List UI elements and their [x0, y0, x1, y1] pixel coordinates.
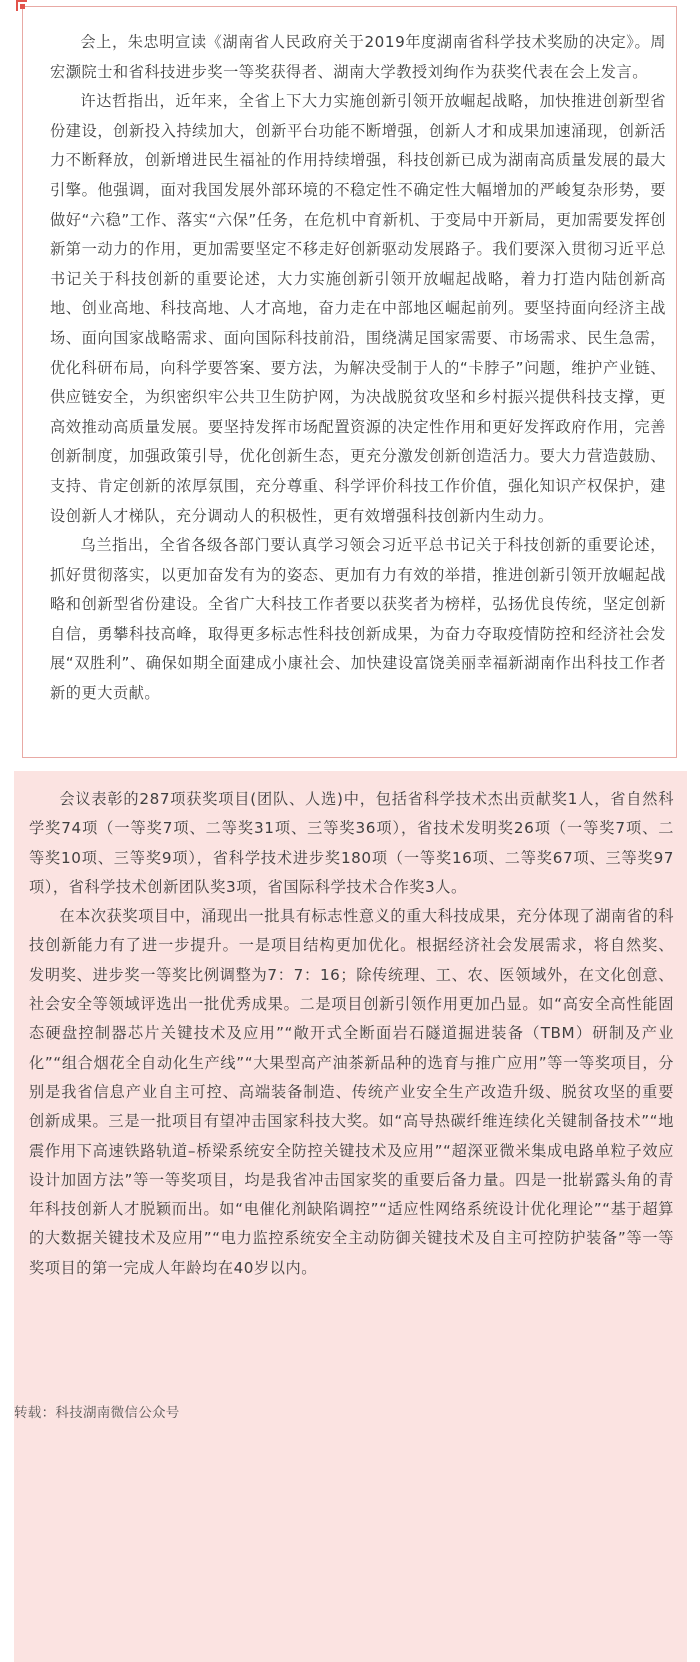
source-credit: 转载：科技湖南微信公众号	[14, 1405, 180, 1421]
quote-paragraph: 乌兰指出，全省各级各部门要认真学习领会习近平总书记关于科技创新的重要论述，抓好贯彻落实，以更加奋发有为的姿态、更加有力有效的举措，推进创新引领开放崛起战略和创新型省份建设。全省广大科技工作者要以获奖者为榜样，弘扬优良传统，坚定创新自信，勇攀科技高峰，取得更多标志性科技创新成果，为奋力夺取疫情防控和经济社会发展“双胜利”、确保如期全面建成小康社会、加快建设富饶美丽幸福新湖南作出科技工作者新的更大贡献。	[50, 536, 666, 703]
quote-paragraph: 许达哲指出，近年来，全省上下大力实施创新引领开放崛起战略，加快推进创新型省份建设，创新投入持续加大，创新平台功能不断增强，创新人才和成果加速涌现，创新活力不断释放，创新增进民生福祉的作用持续增强，科技创新已成为湖南高质量发展的最大引擎。他强调，面对我国发展外部环境的不稳定性不确定性大幅增加的严峻复杂形势，要做好“六稳”工作、落实“六保”任务，在危机中育新机、于变局中开新局，更加需要发挥创新第一动力的作用，更加需要坚定不移走好创新驱动发展路子。我们要深入贯彻习近平总书记关于科技创新的重要论述，大力实施创新引领开放崛起战略，着力打造内陆创新高地、创业高地、科技高地、人才高地，奋力走在中部地区崛起前列。要坚持面向经济主战场、面向国家战略需求、面向国际科技前沿，围绕满足国家需要、市场需求、民生急需，优化科研布局，向科学要答案、要方法，为解决受制于人的“卡脖子”问题，维护产业链、供应链安全，为织密织牢公共卫生防护网，为决战脱贫攻坚和乡村振兴提供科技支撑，更高效推动高质量发展。要坚持发挥市场配置资源的决定性作用和更好发挥政府作用，完善创新制度，加强政策引导，优化创新生态，更充分激发创新创造活力。要大力营造鼓励、支持、肯定创新的浓厚氛围，充分尊重、科学评价科技工作价值，强化知识产权保护，建设创新人才梯队，充分调动人的积极性，更有效增强科技创新内生动力。	[50, 92, 666, 525]
highlight-paragraph: 会议表彰的287项获奖项目(团队、人选)中，包括省科学技术杰出贡献奖1人，省自然科学奖74项（一等奖7项、二等奖31项、三等奖36项），省技术发明奖26项（一等奖7项、二等奖10项、三等奖9项），省科学技术进步奖180项（一等奖16项、二等奖67项、三等奖97项），省科学技术创新团队奖3项，省国际科学技术合作奖3人。	[29, 790, 674, 896]
highlight-box-content	[29, 785, 674, 1283]
quote-box-content	[50, 28, 666, 709]
corner-dot-icon	[20, 4, 25, 9]
highlight-box	[14, 771, 687, 1662]
highlight-paragraph: 在本次获奖项目中，涌现出一批具有标志性意义的重大科技成果，充分体现了湖南省的科技创新能力有了进一步提升。一是项目结构更加优化。根据经济社会发展需求，将自然奖、发明奖、进步奖一等奖比例调整为7：7：16；除传统理、工、农、医领域外，在文化创意、社会安全等领域评选出一批优秀成果。二是项目创新引领作用更加凸显。如“高安全高性能固态硬盘控制器芯片关键技术及应用”“敞开式全断面岩石隧道掘进装备（TBM）研制及产业化”“组合烟花全自动化生产线”“大果型高产油茶新品种的选育与推广应用”等一等奖项目，分别是我省信息产业自主可控、高端装备制造、传统产业安全生产改造升级、脱贫攻坚的重要创新成果。三是一批项目有望冲击国家科技大奖。如“高导热碳纤维连续化关键制备技术”“地震作用下高速铁路轨道–桥梁系统安全防控关键技术及应用”“超深亚微米集成电路单粒子效应设计加固方法”等一等奖项目，均是我省冲击国家奖的重要后备力量。四是一批崭露头角的青年科技创新人才脱颖而出。如“电催化剂缺陷调控”“适应性网络系统设计优化理论”“基于超算的大数据关键技术及应用”“电力监控系统安全主动防御关键技术及自主可控防护装备”等一等奖项目的第一完成人年龄均在40岁以内。	[29, 907, 674, 1277]
quote-box	[22, 6, 677, 758]
quote-paragraph: 会上，朱忠明宣读《湖南省人民政府关于2019年度湖南省科学技术奖励的决定》。周宏灏院士和省科技进步奖一等奖获得者、湖南大学教授刘绚作为获奖代表在会上发言。	[50, 33, 666, 81]
